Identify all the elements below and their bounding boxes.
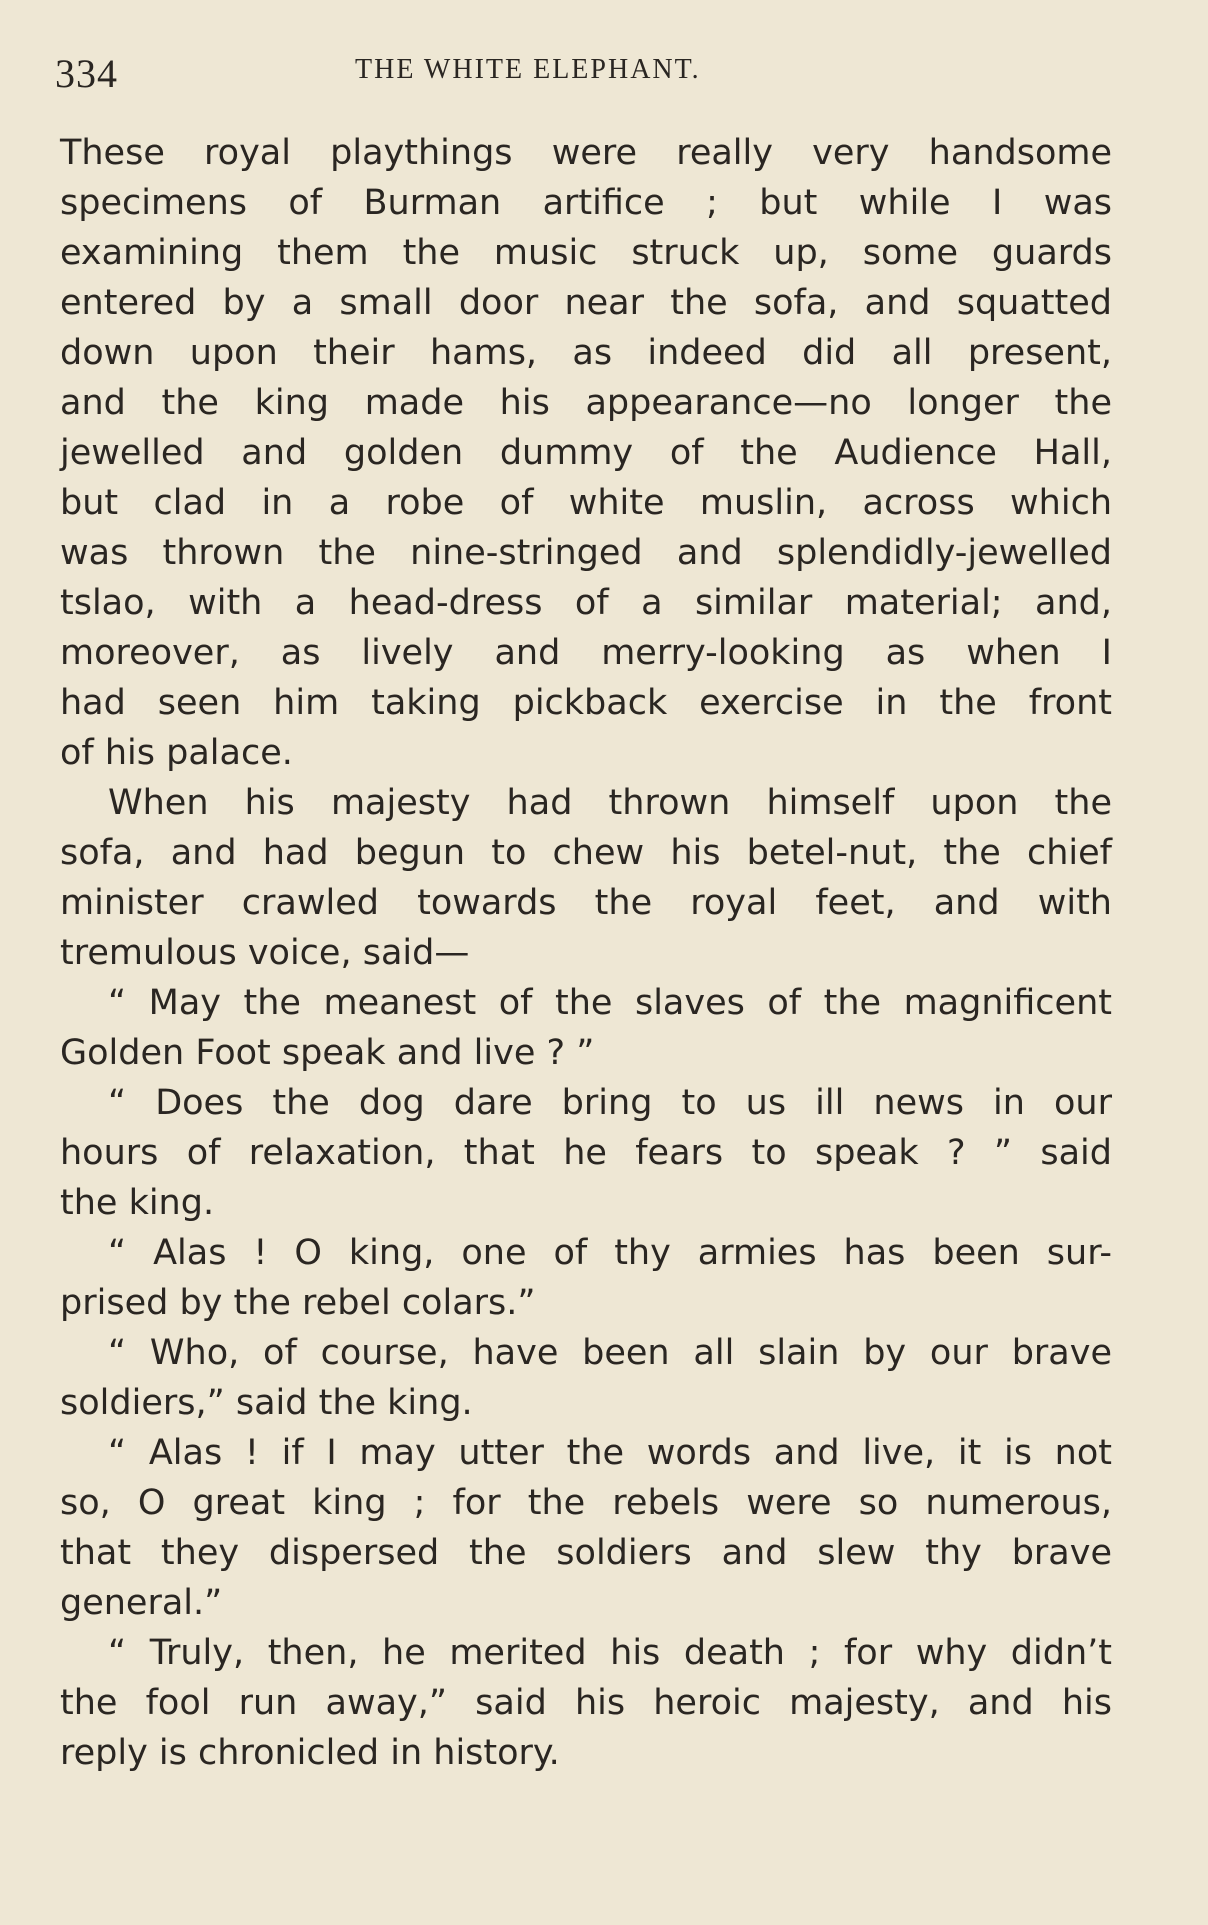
text-line: “ Alas ! O king, one of thy armies has been sur- [108,1233,1112,1273]
text-line: general.” [60,1583,223,1623]
text-line: specimens of Burman artifice ; but while I was [60,183,1112,223]
text-line: had seen him taking pickback exercise in the front [60,683,1112,723]
text-line: tremulous voice, said— [60,933,470,973]
text-line: “ Truly, then, he merited his death ; for why didn’t [108,1633,1112,1673]
text-line: down upon their hams, as indeed did all present, [60,333,1112,373]
page-number: 334 [55,51,118,96]
text-line: “ Does the dog dare bring to us ill news in our [108,1083,1112,1123]
text-line: When his majesty had thrown himself upon the [108,783,1112,823]
text-line: “ Alas ! if I may utter the words and live, it is not [108,1433,1112,1473]
text-line: sofa, and had begun to chew his betel-nut, the chief [60,833,1112,873]
text-line: soldiers,” said the king. [60,1383,473,1423]
text-line: “ May the meanest of the slaves of the magnificent [108,983,1112,1023]
text-line: moreover, as lively and merry-looking as when I [60,633,1112,673]
text-line: so, O great king ; for the rebels were so numerous, [60,1483,1112,1523]
text-line: Golden Foot speak and live ? ” [60,1033,595,1073]
text-line: jewelled and golden dummy of the Audience Hall, [60,433,1112,473]
text-line: that they dispersed the soldiers and slew thy brave [60,1533,1112,1573]
text-line: of his palace. [60,733,293,773]
text-line: and the king made his appearance—no longer the [60,383,1112,423]
text-line: reply is chronicled in history. [60,1733,560,1773]
text-line: tslao, with a head-dress of a similar material; and, [60,583,1112,623]
text-line: “ Who, of course, have been all slain by our brave [108,1333,1112,1373]
body-text [60,128,1112,1778]
text-line: entered by a small door near the sofa, and squatted [60,283,1112,323]
text-line: the fool run away,” said his heroic majesty, and his [60,1683,1112,1723]
text-line: hours of relaxation, that he fears to speak ? ” said [60,1133,1112,1173]
page-header [55,44,1130,104]
text-line: These royal playthings were really very handsome [60,133,1112,173]
text-line: the king. [60,1183,215,1223]
text-line: prised by the rebel colars.” [60,1283,536,1323]
text-line: but clad in a robe of white muslin, across which [60,483,1112,523]
text-line: minister crawled towards the royal feet, and with [60,883,1112,923]
text-line: was thrown the nine-stringed and splendidly-jewelled [60,533,1112,573]
running-title: THE WHITE ELEPHANT. [355,54,701,85]
text-line: examining them the music struck up, some guards [60,233,1112,273]
